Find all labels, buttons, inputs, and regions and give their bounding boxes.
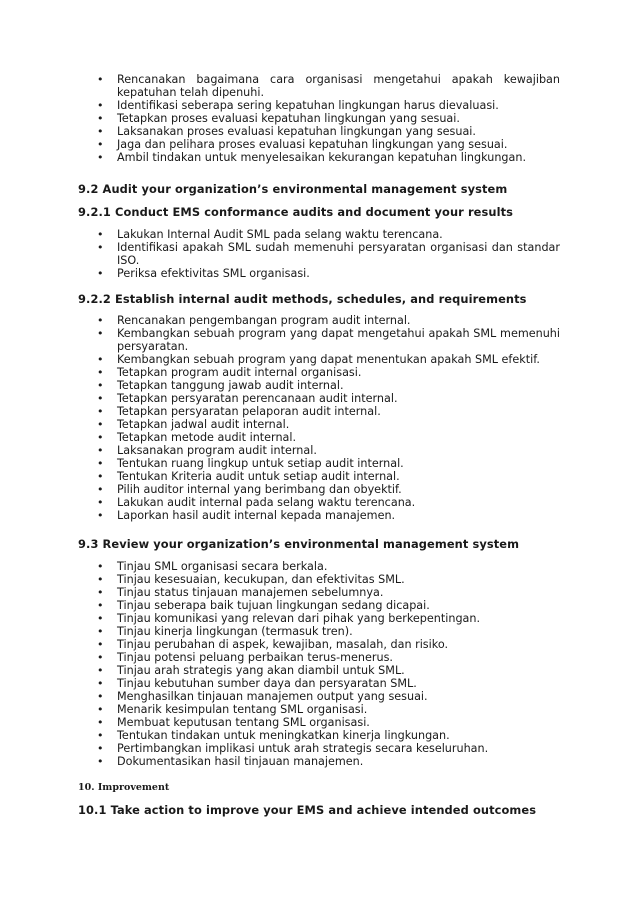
list-item: • Tinjau perubahan di aspek, kewajiban, masalah, dan risiko. — [0, 638, 638, 651]
list-item: • Tinjau arah strategis yang akan diambil untuk SML. — [0, 664, 638, 677]
list-item: • Tetapkan proses evaluasi kepatuhan lingkungan yang sesuai. — [0, 112, 638, 125]
list-item: • Tentukan ruang lingkup untuk setiap audit internal. — [0, 457, 638, 470]
list-item: • Tinjau komunikasi yang relevan dari pihak yang berkepentingan. — [0, 612, 638, 625]
list-item: • Tetapkan persyaratan pelaporan audit internal. — [0, 405, 638, 418]
list-item: • Pilih auditor internal yang berimbang dan obyektif. — [0, 483, 638, 496]
list-item: • Laksanakan proses evaluasi kepatuhan lingkungan yang sesuai. — [0, 125, 638, 138]
list-item: • Rencanakan bagaimana cara organisasi mengetahui apakah kewajiban kepatuhan telah dipenuhi. — [0, 73, 638, 99]
heading-9-2: 9.2 Audit your organization’s environmental management system — [78, 182, 508, 196]
heading-9-2-2: 9.2.2 Establish internal audit methods, schedules, and requirements — [78, 292, 527, 306]
list-item: • Lakukan Internal Audit SML pada selang waktu terencana. — [0, 228, 638, 241]
list-item: • Tentukan Kriteria audit untuk setiap audit internal. — [0, 470, 638, 483]
heading-9-3: 9.3 Review your organization’s environmental management system — [78, 537, 520, 551]
list-item: • Menghasilkan tinjauan manajemen output yang sesuai. — [0, 690, 638, 703]
list-item: • Tinjau kebutuhan sumber daya dan persyaratan SML. — [0, 677, 638, 690]
heading-9-2-1: 9.2.1 Conduct EMS conformance audits and document your results — [78, 205, 514, 219]
list-item: • Tinjau potensi peluang perbaikan terus-menerus. — [0, 651, 638, 664]
list-item: • Laksanakan program audit internal. — [0, 444, 638, 457]
list-item: • Membuat keputusan tentang SML organisasi. — [0, 716, 638, 729]
list-item: • Menarik kesimpulan tentang SML organisasi. — [0, 703, 638, 716]
list-item: • Tinjau status tinjauan manajemen sebelumnya. — [0, 586, 638, 599]
list-item: • Tentukan tindakan untuk meningkatkan kinerja lingkungan. — [0, 729, 638, 742]
list-item: • Tinjau kinerja lingkungan (termasuk tren). — [0, 625, 638, 638]
list-item: • Dokumentasikan hasil tinjauan manajemen. — [0, 755, 638, 768]
list-item: • Periksa efektivitas SML organisasi. — [0, 267, 638, 280]
compliance-evaluation-list — [0, 73, 638, 164]
list-item: • Lakukan audit internal pada selang waktu terencana. — [0, 496, 638, 509]
list-item: • Tetapkan program audit internal organisasi. — [0, 366, 638, 379]
list-item: • Kembangkan sebuah program yang dapat mengetahui apakah SML memenuhi persyaratan. — [0, 327, 638, 353]
list-item: • Jaga dan pelihara proses evaluasi kepatuhan lingkungan yang sesuai. — [0, 138, 638, 151]
list-item: • Identifikasi seberapa sering kepatuhan lingkungan harus dievaluasi. — [0, 99, 638, 112]
list-item: • Ambil tindakan untuk menyelesaikan kekurangan kepatuhan lingkungan. — [0, 151, 638, 164]
list-item: • Rencanakan pengembangan program audit internal. — [0, 314, 638, 327]
list-item: • Tinjau seberapa baik tujuan lingkungan sedang dicapai. — [0, 599, 638, 612]
list-item: • Tetapkan jadwal audit internal. — [0, 418, 638, 431]
list-item: • Tetapkan metode audit internal. — [0, 431, 638, 444]
list-item: • Tinjau SML organisasi secara berkala. — [0, 560, 638, 573]
management-review-list — [0, 560, 638, 768]
heading-10-1: 10.1 Take action to improve your EMS and achieve intended outcomes — [78, 803, 537, 817]
list-item: • Tinjau kesesuaian, kecukupan, dan efektivitas SML. — [0, 573, 638, 586]
list-item: • Kembangkan sebuah program yang dapat menentukan apakah SML efektif. — [0, 353, 638, 366]
list-item: • Tetapkan persyaratan perencanaan audit internal. — [0, 392, 638, 405]
list-item: • Laporkan hasil audit internal kepada manajemen. — [0, 509, 638, 522]
list-item: • Identifikasi apakah SML sudah memenuhi persyaratan organisasi dan standar ISO. — [0, 241, 638, 267]
ems-audit-list — [0, 228, 638, 280]
list-item: • Tetapkan tanggung jawab audit internal. — [0, 379, 638, 392]
list-item: • Pertimbangkan implikasi untuk arah strategis secara keseluruhan. — [0, 742, 638, 755]
heading-10: 10. Improvement — [78, 782, 170, 793]
internal-audit-list — [0, 314, 638, 522]
